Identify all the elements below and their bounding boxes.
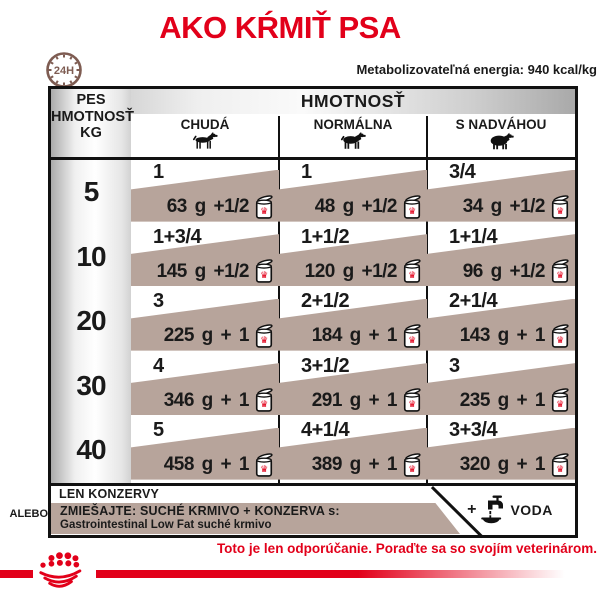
dry-food-name-label: Gastrointestinal Low Fat suché krmivo [60, 519, 272, 531]
can-icon [254, 195, 274, 220]
can-icon [254, 324, 274, 349]
mix-value: 389 g + 1 [311, 454, 397, 475]
feeding-table [48, 86, 578, 538]
can-icon [550, 388, 570, 413]
weight-value: 20 [76, 305, 106, 337]
page-title: AKO KŔMIŤ PSA [159, 10, 401, 45]
can-icon [254, 259, 274, 284]
feeding-cell [279, 289, 427, 354]
can-icon [402, 324, 422, 349]
dry-cups-value: 1 [153, 161, 164, 183]
dry-cups-value: 1+3/4 [153, 225, 202, 248]
mix-value: 458 g + 1 [163, 454, 249, 475]
mix-value: 63 g +1/2 [166, 196, 249, 217]
feeding-cell [279, 160, 427, 225]
weight-value: 5 [83, 176, 99, 208]
dry-cups-value: 1 [301, 161, 312, 183]
mix-value: 48 g +1/2 [314, 196, 397, 217]
royal-canin-crown-logo [31, 549, 95, 591]
mix-value: 346 g + 1 [163, 389, 249, 411]
can-icon [550, 453, 570, 478]
can-icon [402, 259, 422, 284]
plus-sign: + [467, 501, 477, 518]
can-icon [550, 259, 570, 284]
can-icon [402, 453, 422, 478]
weight-value: 10 [76, 240, 106, 272]
mix-value: 184 g + 1 [311, 325, 397, 346]
dry-cups-value: 4+1/4 [301, 419, 350, 441]
metabolizable-energy-label: Metabolizovateľná energia: 940 kcal/kg [356, 62, 597, 77]
dry-cups-value: 2+1/2 [301, 290, 350, 312]
column-header-normal [279, 114, 427, 157]
cans-only-label: LEN KONZERVY [59, 487, 160, 501]
weight-value: 30 [76, 369, 106, 401]
feeding-cell [279, 354, 427, 419]
weight-column-header [51, 92, 134, 142]
mix-value: 143 g + 1 [459, 325, 545, 346]
feeding-cell [427, 225, 575, 290]
clock-label: 24H [53, 65, 75, 77]
mix-value: 320 g + 1 [459, 454, 545, 475]
feeding-cell [131, 354, 279, 419]
water-label: VODA [510, 502, 553, 518]
footer-red-bar-right [96, 570, 600, 578]
can-icon [550, 195, 570, 220]
mix-value: 145 g +1/2 [156, 260, 249, 282]
feeding-cell [427, 418, 575, 483]
water-faucet-icon [480, 495, 506, 525]
dry-cups-value: 2+1/4 [449, 290, 498, 312]
can-icon [402, 388, 422, 413]
feeding-cell [427, 160, 575, 225]
column-label-normal: NORMÁLNA [313, 117, 393, 132]
dry-cups-value: 5 [153, 419, 164, 441]
mix-value: 34 g +1/2 [462, 196, 545, 217]
column-header-thin [131, 114, 279, 157]
feeding-cell [131, 418, 279, 483]
feeding-cell [279, 225, 427, 290]
feeding-cell [279, 418, 427, 483]
mix-value: 235 g + 1 [459, 389, 545, 411]
mix-value: 225 g + 1 [163, 325, 249, 346]
dry-cups-value: 4 [153, 354, 164, 377]
feeding-cell [427, 289, 575, 354]
mix-value: 96 g +1/2 [462, 260, 545, 282]
dry-cups-value: 3 [449, 354, 460, 377]
overweight-dog-icon [486, 132, 516, 151]
mix-value: 120 g +1/2 [304, 260, 397, 282]
mix-instruction-label: ZMIEŠAJTE: SUCHÉ KRMIVO + KONZERVA s: [60, 503, 340, 518]
feeding-cell [131, 289, 279, 354]
dry-cups-value: 1+1/2 [301, 225, 350, 248]
or-label: ALEBO [9, 508, 48, 520]
dry-cups-value: 3+3/4 [449, 419, 498, 441]
can-icon [254, 388, 274, 413]
vet-recommendation-note: Toto je len odporúčanie. Poraďte sa so svojím veterinárom. [216, 541, 597, 556]
column-header-overweight [427, 114, 575, 157]
dry-cups-value: 3+1/2 [301, 354, 350, 377]
feeding-cell [131, 160, 279, 225]
dry-cups-value: 3/4 [449, 161, 476, 183]
can-icon [402, 195, 422, 220]
mix-value: 291 g + 1 [311, 389, 397, 411]
weight-header-line1: PES [76, 92, 106, 108]
feeding-cell [131, 225, 279, 290]
footer-red-bar-left [0, 570, 33, 578]
dry-cups-value: 1+1/4 [449, 225, 498, 248]
dry-cups-value: 3 [153, 290, 164, 312]
normal-dog-icon [338, 132, 368, 151]
can-icon [254, 453, 274, 478]
column-group-header: HMOTNOSŤ [300, 91, 406, 111]
24h-clock-icon [44, 50, 84, 90]
thin-dog-icon [190, 132, 220, 151]
can-icon [550, 324, 570, 349]
add-water-note [447, 486, 573, 535]
weight-header-line3: KG [80, 125, 102, 141]
weight-value: 40 [76, 434, 106, 466]
weight-header-line2: HMOTNOSŤ [51, 108, 134, 125]
column-label-overweight: S NADVÁHOU [455, 117, 547, 132]
column-label-thin: CHUDÁ [180, 117, 230, 132]
feeding-cell [427, 354, 575, 419]
